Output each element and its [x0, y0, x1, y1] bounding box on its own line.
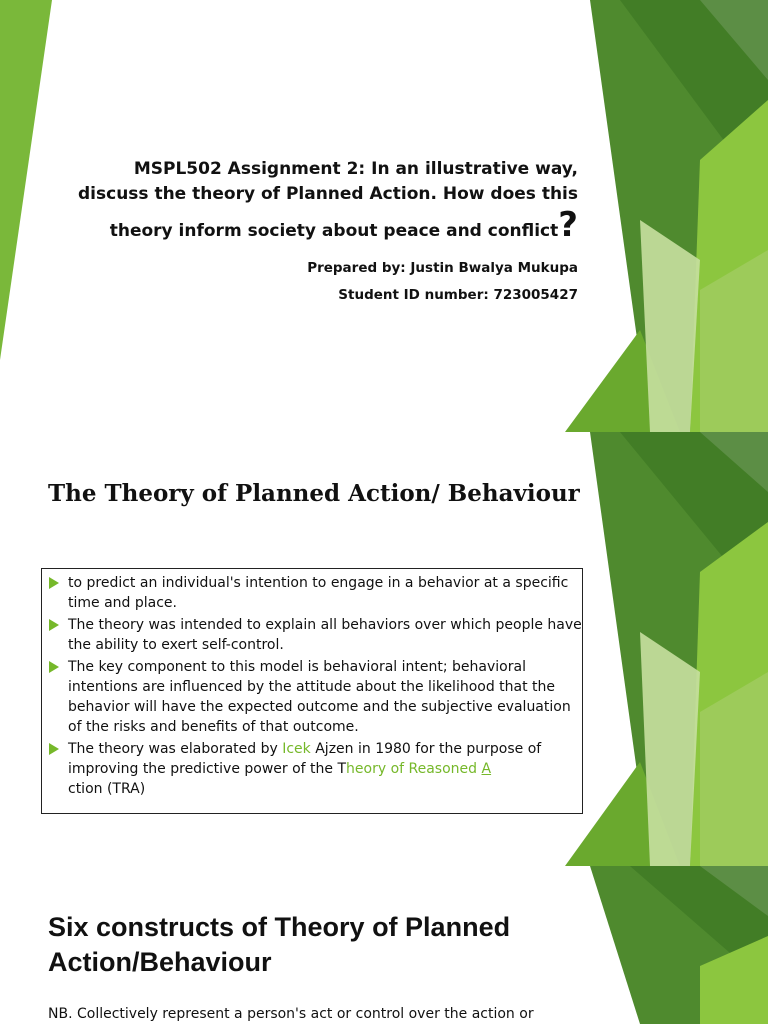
theory-title: The Theory of Planned Action/ Behaviour [48, 480, 580, 507]
title-question-mark: ? [558, 205, 578, 245]
constructs-title: Six constructs of Theory of Planned Action/Behaviour [48, 912, 511, 977]
bullet-list [42, 569, 582, 801]
triangle-bullet-icon [49, 619, 59, 631]
title-slide [0, 0, 768, 432]
student-id: Student ID number: 723005427 [338, 287, 578, 303]
title-line-3: theory inform society about peace and conflict [109, 221, 559, 241]
icek-link[interactable]: Icek [282, 741, 311, 757]
list-item: The theory was intended to explain all behaviors over which people have the ability to exert self-control. [42, 615, 582, 655]
list-item: to predict an individual's intention to engage in a behavior at a specific time and place. [42, 573, 582, 613]
triangle-bullet-icon [49, 743, 59, 755]
list-item: The theory was elaborated by Icek Ajzen in 1980 for the purpose of improving the predictive power of the Theory of Reasoned A ction (TRA) [42, 739, 582, 799]
bullet-box [41, 568, 583, 814]
reasoned-action-link[interactable]: heory of Reasoned [346, 761, 482, 777]
nb-note: NB. Collectively represent a person's act or control over the action or [48, 1006, 534, 1022]
triangle-bullet-icon [49, 661, 59, 673]
reasoned-action-link-a[interactable]: A [481, 761, 492, 777]
slide-title [58, 157, 578, 244]
list-item: The key component to this model is behavioral intent; behavioral intentions are influenced by the attitude about the likelihood that the behavior will have the expected outcome and the subjective evaluation of the risks and benefits of that outcome. [42, 657, 582, 737]
prepared-by: Prepared by: Justin Bwalya Mukupa [307, 260, 578, 276]
title-line-1: MSPL502 Assignment 2: In an illustrative way, [133, 159, 578, 179]
triangle-bullet-icon [49, 577, 59, 589]
title-line-2: discuss the theory of Planned Action. How does this [78, 184, 578, 204]
